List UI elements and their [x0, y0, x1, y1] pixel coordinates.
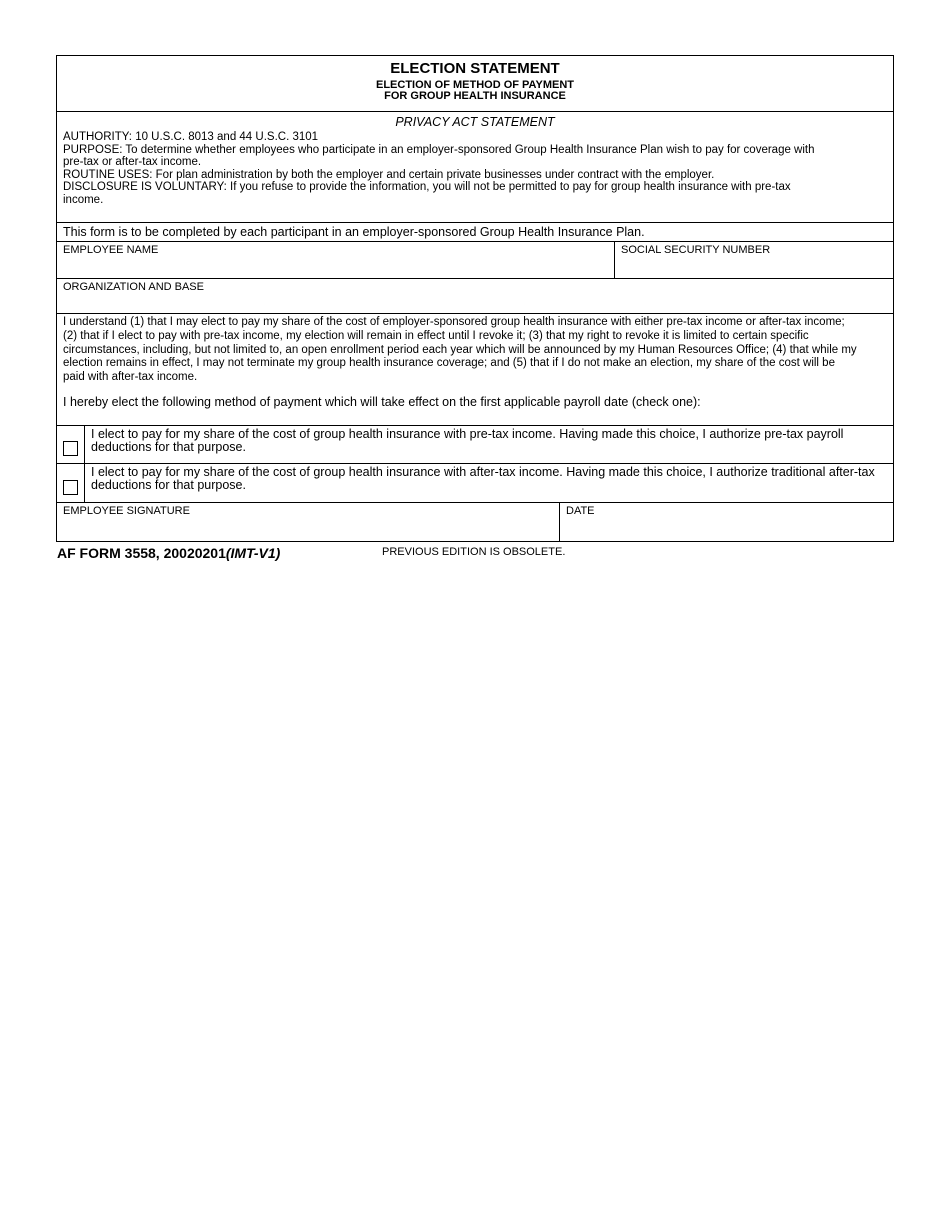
employee-signature-field[interactable]	[57, 503, 560, 541]
privacy-act-title: PRIVACY ACT STATEMENT	[395, 115, 555, 129]
purpose-text: PURPOSE: To determine whether employees who participate in an employer-sponsored Group Health Insurance Plan wish to pay for coverage with pre-tax or after-tax income.	[63, 143, 815, 168]
form-subtitle-line2: FOR GROUP HEALTH INSURANCE	[384, 90, 566, 102]
ssn-field[interactable]	[615, 242, 893, 278]
election-statement-form	[56, 55, 894, 542]
pre-tax-choice-text: I elect to pay for my share of the cost of group health insurance with pre-tax income. Having made this choice, I authorize pre-tax payroll deductions for that purpose.	[91, 427, 844, 454]
understanding-paragraph: I understand (1) that I may elect to pay my share of the cost of employer-sponsored group health insurance with either pre-tax income or after-tax income; (2) that if I elect to pay with pre-tax income, my election will remain in effect until I revoke it; (3) that my right to revoke it is limited to certain specific circumstances, including, but not limited to, an open enrollment period each year which will be announced by my Human Resources Office; (4) that while my election remains in effect, I may not terminate my group health insurance coverage; and (5) that if I do not make an election, my share of the cost will be paid with after-tax income.	[63, 316, 857, 384]
name-ssn-row	[57, 242, 893, 279]
employee-signature-label: EMPLOYEE SIGNATURE	[63, 505, 190, 517]
form-number: AF FORM 3558, 20020201	[57, 545, 226, 561]
form-subtitle-line1: ELECTION OF METHOD OF PAYMENT	[375, 79, 574, 91]
pre-tax-checkbox[interactable]	[63, 441, 78, 456]
form-instruction: This form is to be completed by each participant in an employer-sponsored Group Health Insurance Plan.	[57, 223, 893, 242]
after-tax-choice-row	[57, 464, 893, 503]
organization-label: ORGANIZATION AND BASE	[63, 281, 204, 293]
signature-row	[57, 503, 893, 541]
form-footer	[57, 545, 895, 565]
disclosure-text: DISCLOSURE IS VOLUNTARY: If you refuse to provide the information, you will not be permitted to pay for group health insurance with pre-tax income.	[63, 181, 791, 206]
date-label: DATE	[566, 505, 595, 517]
ssn-label: SOCIAL SECURITY NUMBER	[621, 244, 771, 256]
authority-text: AUTHORITY: 10 U.S.C. 8013 and 44 U.S.C. 3101	[63, 131, 319, 143]
pre-tax-choice-row	[57, 426, 893, 464]
organization-field[interactable]	[57, 279, 893, 295]
after-tax-checkbox-cell	[57, 464, 85, 502]
pre-tax-checkbox-cell	[57, 426, 85, 463]
employee-name-label: EMPLOYEE NAME	[63, 244, 159, 256]
election-instruction: I hereby elect the following method of payment which will take effect on the first applicable payroll date (check one):	[63, 394, 701, 409]
organization-row	[57, 279, 893, 314]
routine-uses-text: ROUTINE USES: For plan administration by both the employer and certain private businesses under contract with the employer.	[63, 168, 715, 181]
form-title: ELECTION STATEMENT	[390, 60, 560, 77]
after-tax-choice-text: I elect to pay for my share of the cost of group health insurance with after-tax income. Having made this choice, I authorize traditional after-tax deductions for that purpose.	[91, 465, 875, 492]
form-identifier	[57, 545, 280, 561]
understanding-statement	[57, 314, 893, 426]
employee-name-field[interactable]	[57, 242, 615, 278]
edition-note: PREVIOUS EDITION IS OBSOLETE.	[382, 546, 566, 558]
date-field[interactable]	[560, 503, 893, 541]
form-header	[57, 56, 893, 112]
privacy-act-statement	[57, 112, 893, 223]
after-tax-checkbox[interactable]	[63, 480, 78, 495]
form-version: (IMT-V1)	[225, 545, 281, 561]
